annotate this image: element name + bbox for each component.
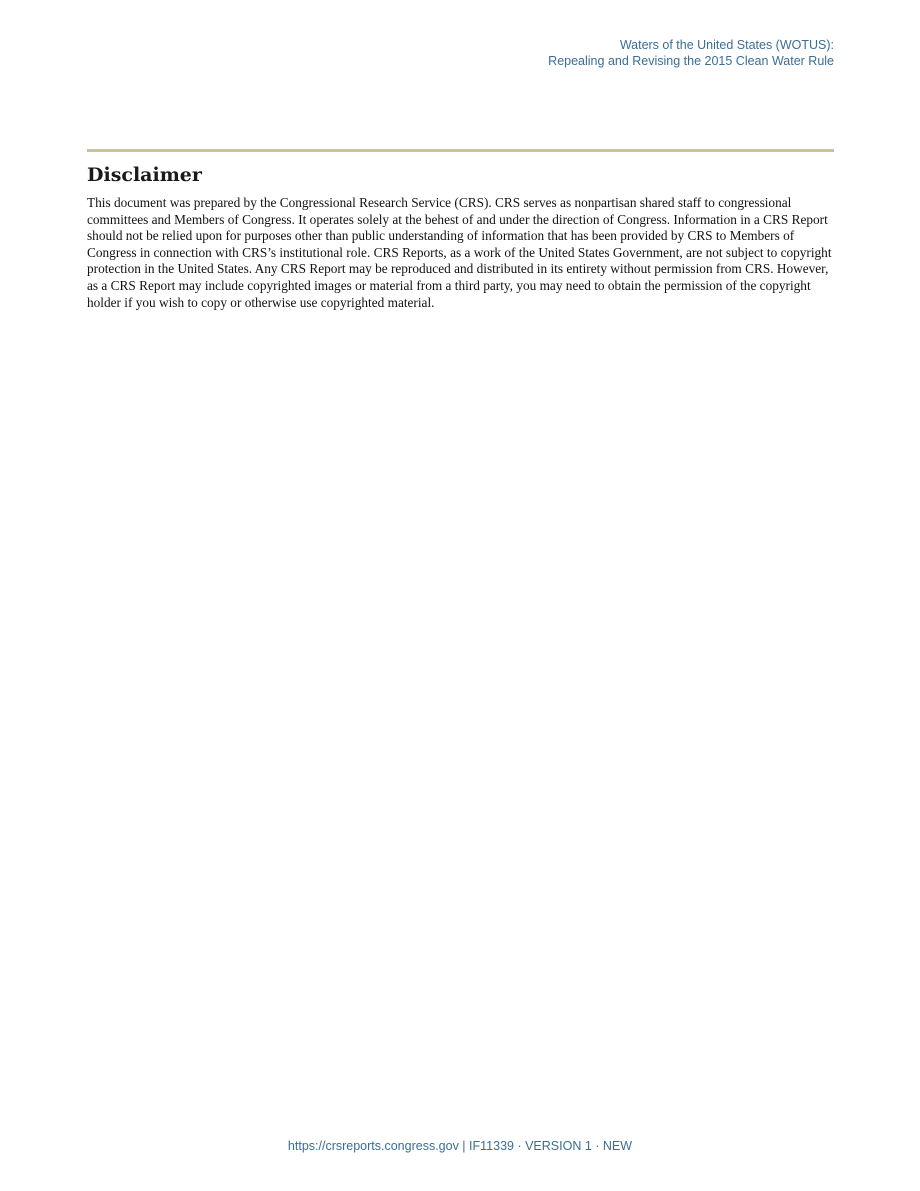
crs-reports-link[interactable]: https://crsreports.congress.gov: [287, 1139, 459, 1153]
disclaimer-paragraph: This document was prepared by the Congressional Research Service (CRS). CRS serves as nonpartisan shared staff to congressional committees and Members of Congress. It operates solely at the behest of and under the direction of Congress. Information in a CRS Report should not be relied upon for purposes other than public understanding of information that has been provided by CRS to Members of Congress in connection with CRS’s institutional role. CRS Reports, as a work of the United States Government, are not subject to copyright protection in the United States. Any CRS Report may be reproduced and distributed in its entirety without permission from CRS. However, as a CRS Report may include copyrighted images or material from a third party, you may need to obtain the permission of the copyright holder if you wish to copy or otherwise use copyrighted material.: [87, 195, 832, 310]
section-divider: [87, 149, 834, 152]
report-id: IF11339: [469, 1139, 514, 1153]
footer-separator: |: [458, 1139, 470, 1153]
footer-dot-separator: ·: [513, 1139, 526, 1153]
page-footer: [0, 1138, 920, 1154]
running-header: [548, 37, 834, 69]
running-header-title-line2: Repealing and Revising the 2015 Clean Water Rule: [548, 54, 834, 68]
section-heading: Disclaimer: [87, 164, 202, 186]
status-label: NEW: [602, 1139, 633, 1153]
version-label: VERSION 1: [525, 1139, 592, 1153]
footer-dot-separator: ·: [591, 1139, 603, 1153]
running-header-title-line1: Waters of the United States (WOTUS):: [619, 38, 834, 52]
